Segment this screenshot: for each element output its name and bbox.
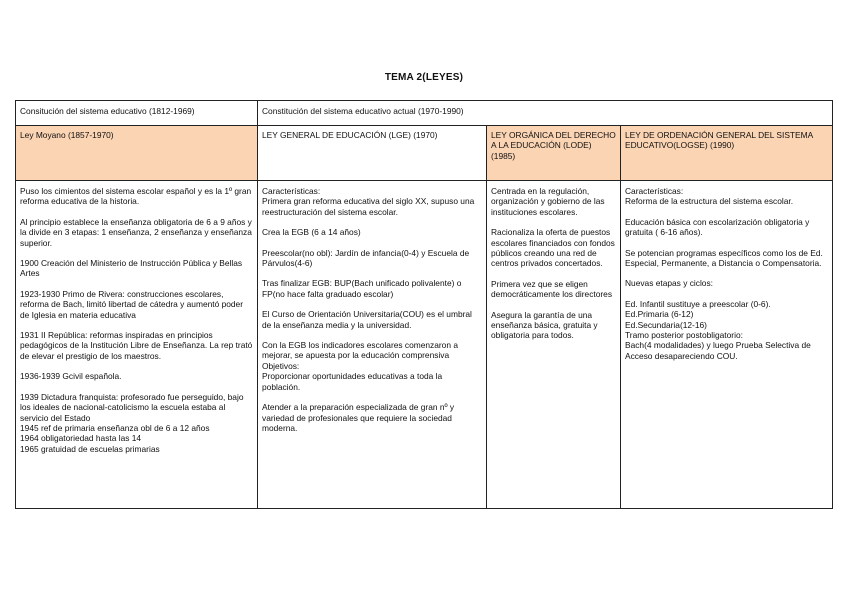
law-logse: LEY DE ORDENACIÓN GENERAL DEL SISTEMA EDUCATIVO(LOGSE) (1990): [621, 126, 833, 181]
paragraph: Al principio establece la enseñanza obligatoria de 6 a 9 años y la divide en 3 etapas: 1 enseñanza, 2 enseñanza y enseñanza superior.: [20, 216, 252, 248]
paragraph: Preescolar(no obl): Jardín de infancia(0-4) y Escuela de Párvulos(4-6): [262, 247, 470, 269]
paragraph: Ed. Infantil sustituye a preescolar (0-6). Ed.Primaria (6-12) Ed.Secundaria(12-16) Tramo posterior postobligatorio: Bach(4 modalidades) y luego Prueba Selectiva de Acceso desapareciendo COU.: [625, 298, 811, 361]
paragraph: 1900 Creación del Ministerio de Instrucción Pública y Bellas Artes: [20, 258, 243, 279]
law-lode: LEY ORGÁNICA DEL DERECHO A LA EDUCACIÓN (LODE) (1985): [487, 126, 621, 181]
paragraph: 1936-1939 Gcivil española.: [20, 371, 122, 382]
law-lge: LEY GENERAL DE EDUCACIÓN (LGE) (1970): [258, 126, 487, 181]
paragraph: Características: Reforma de la estructura del sistema escolar.: [625, 186, 794, 207]
paragraph: 1939 Dictadura franquista: profesorado fue perseguido, bajo los ideales de nacional-catolicismo la escuela estaba al servicio del Estado 1945 ref de primaria enseñanza obl de 6 a 12 años 1964 obligatoriedad hasta las 14 1965 gratuidad de escuelas primarias: [20, 391, 244, 454]
paragraph: Puso los cimientos del sistema escolar español y es la 1º gran reforma educativa de la historia.: [20, 186, 252, 207]
column-logse: [621, 181, 833, 509]
paragraph: Educación básica con escolarización obligatoria y gratuita ( 6-16 años).: [625, 216, 810, 238]
page-title: TEMA 2(LEYES): [384, 72, 464, 83]
paragraph: Centrada en la regulación, organización y gobierno de las instituciones escolares.: [491, 186, 605, 217]
law-moyano: Ley Moyano (1857-1970): [16, 126, 258, 181]
column-moyano: [16, 181, 258, 509]
paragraph: Asegura la garantía de una enseñanza básica, gratuita y obligatoria para todos.: [491, 309, 598, 341]
paragraph: Con la EGB los indicadores escolares comenzaron a mejorar, se apuesta por la educación comprensiva Objetivos: Proporcionar oportunidades educativas a toda la población.: [262, 340, 458, 392]
paragraph: 1931 II República: reformas inspiradas en principios pedagógicos de la Institución Libre de Enseñanza. La rep trató de elevar el prestigio de los maestros.: [20, 330, 253, 361]
header-period-2: Constitución del sistema educativo actual (1970-1990): [258, 101, 833, 126]
paragraph: Características: Primera gran reforma educativa del siglo XX, supuso una reestructuración del sistema escolar.: [262, 186, 475, 217]
paragraph: Crea la EGB (6 a 14 años): [262, 227, 361, 238]
paragraph: Se potencian programas específicos como los de Ed. Especial, Permanente, a Distancia o Compensatoria.: [625, 247, 823, 269]
paragraph: Primera vez que se eligen democráticamente los directores: [491, 278, 613, 300]
paragraph: Racionaliza la oferta de puestos escolares financiados con fondos públicos creando una red de centros privados concertados.: [491, 227, 615, 269]
paragraph: 1923-1930 Primo de Rivera: construcciones escolares, reforma de Bach, limitó libertad de cátedra y aumentó poder de Iglesia en materia educativa: [20, 288, 243, 320]
paragraph: Nuevas etapas y ciclos:: [625, 278, 713, 289]
column-lode: [487, 181, 621, 509]
header-period-1: Consitución del sistema educativo (1812-1969): [16, 101, 258, 126]
paragraph: Atender a la preparación especializada de gran nº y variedad de profesionales que requiere la sociedad moderna.: [262, 402, 455, 433]
paragraph: Tras finalizar EGB: BUP(Bach unificado polivalente) o FP(no hace falta graduado escolar): [262, 278, 462, 299]
laws-table: [15, 100, 833, 509]
column-lge: [258, 181, 487, 509]
paragraph: El Curso de Orientación Universitaria(COU) es el umbral de la enseñanza media y la universidad.: [262, 309, 472, 330]
